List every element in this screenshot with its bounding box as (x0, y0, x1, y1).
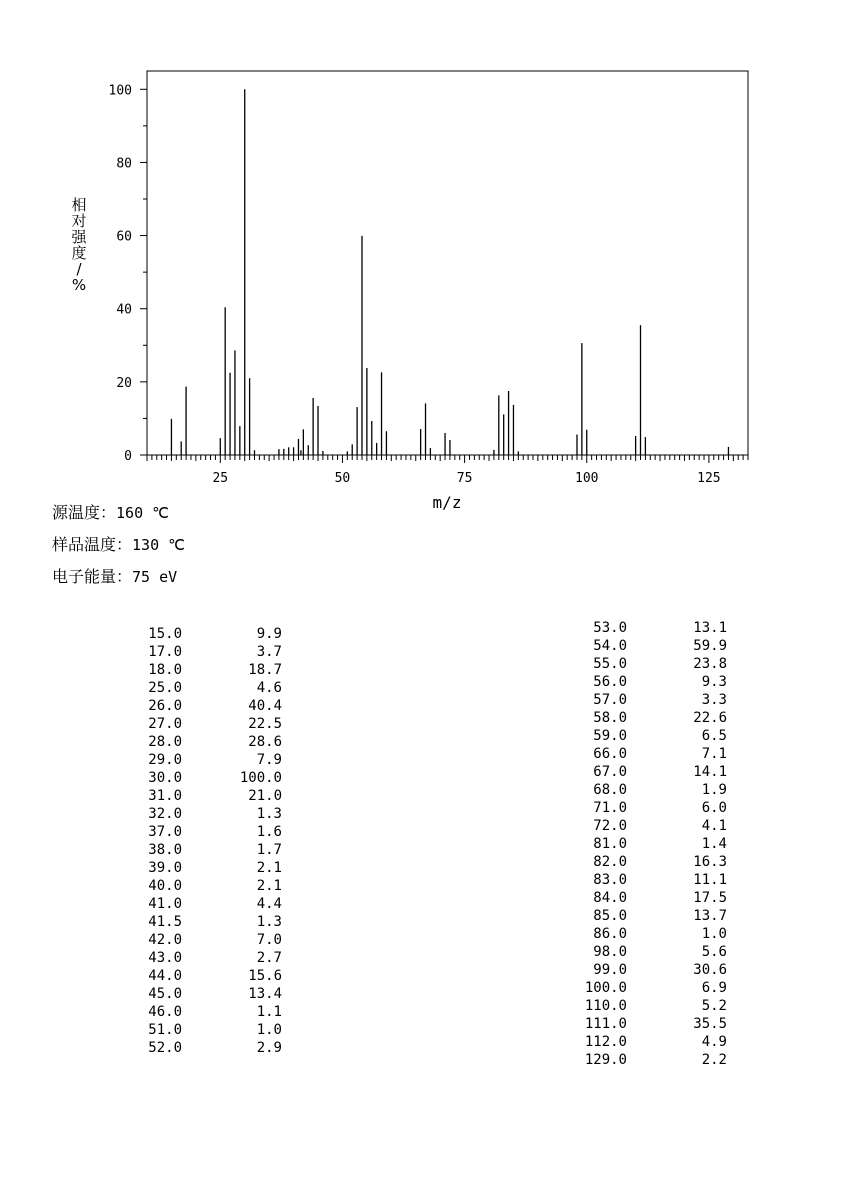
intensity-value: 18.7 (248, 662, 282, 678)
table-row (525, 979, 727, 997)
intensity-value: 7.1 (701, 746, 727, 762)
mz-value: 99.0 (593, 962, 627, 978)
condition-value: 130 ℃ (132, 536, 185, 554)
mz-value: 38.0 (148, 842, 182, 858)
mz-value: 26.0 (148, 698, 182, 714)
table-row (525, 997, 727, 1015)
table-row (80, 643, 282, 661)
intensity-value: 16.3 (693, 854, 727, 870)
table-row (80, 859, 282, 877)
y-tick-label: 40 (116, 302, 132, 318)
y-axis (109, 83, 147, 464)
table-row (525, 745, 727, 763)
intensity-value: 1.3 (256, 806, 282, 822)
intensity-value: 1.3 (256, 914, 282, 930)
mz-value: 44.0 (148, 968, 182, 984)
table-row (525, 637, 727, 655)
y-axis-label-char: 相 (71, 196, 87, 214)
intensity-value: 2.9 (256, 1040, 282, 1056)
table-row (80, 985, 282, 1003)
table-row (525, 763, 727, 781)
table-row (80, 1039, 282, 1057)
intensity-value: 21.0 (248, 788, 282, 804)
intensity-value: 15.6 (248, 968, 282, 984)
table-row (80, 805, 282, 823)
intensity-value: 3.7 (256, 644, 282, 660)
mz-value: 51.0 (148, 1022, 182, 1038)
table-row (80, 841, 282, 859)
table-row (80, 769, 282, 787)
intensity-value: 1.6 (256, 824, 282, 840)
mz-value: 54.0 (593, 638, 627, 654)
table-row (525, 961, 727, 979)
table-row (525, 943, 727, 961)
mz-value: 85.0 (593, 908, 627, 924)
mz-value: 129.0 (584, 1052, 627, 1068)
intensity-value: 1.4 (701, 836, 727, 852)
x-tick-label: 100 (575, 471, 599, 486)
table-row (525, 835, 727, 853)
intensity-value: 6.9 (701, 980, 727, 996)
intensity-value: 17.5 (693, 890, 727, 906)
table-row (525, 889, 727, 907)
intensity-value: 14.1 (693, 764, 727, 780)
intensity-value: 2.2 (701, 1052, 727, 1068)
electron-energy (52, 564, 177, 587)
intensity-value: 7.9 (256, 752, 282, 768)
table-row (80, 661, 282, 679)
table-row (525, 709, 727, 727)
peak-table-left (80, 625, 282, 1057)
table-row (80, 733, 282, 751)
table-row (525, 691, 727, 709)
intensity-value: 1.0 (701, 926, 727, 942)
intensity-value: 7.0 (256, 932, 282, 948)
table-row (80, 679, 282, 697)
intensity-value: 4.9 (701, 1034, 727, 1050)
mz-value: 32.0 (148, 806, 182, 822)
y-tick-label: 100 (108, 83, 132, 99)
y-tick-label: 20 (116, 375, 132, 391)
mz-value: 46.0 (148, 1004, 182, 1020)
source-temperature (52, 500, 169, 523)
mz-value: 29.0 (148, 752, 182, 768)
mz-value: 53.0 (593, 620, 627, 636)
mz-value: 82.0 (593, 854, 627, 870)
intensity-value: 13.7 (693, 908, 727, 924)
table-row (525, 799, 727, 817)
mz-value: 56.0 (593, 674, 627, 690)
table-row (525, 727, 727, 745)
mz-value: 112.0 (584, 1034, 627, 1050)
mz-value: 45.0 (148, 986, 182, 1002)
intensity-value: 6.0 (701, 800, 727, 816)
y-axis-label-char: 对 (71, 212, 87, 230)
mz-value: 71.0 (593, 800, 627, 816)
x-tick-label: 25 (212, 471, 229, 486)
table-row (80, 751, 282, 769)
x-axis (147, 455, 748, 486)
table-row (80, 715, 282, 733)
intensity-value: 11.1 (693, 872, 727, 888)
table-row (80, 1003, 282, 1021)
mz-value: 72.0 (593, 818, 627, 834)
mz-value: 83.0 (593, 872, 627, 888)
intensity-value: 1.0 (256, 1022, 282, 1038)
mz-value: 41.5 (148, 914, 182, 930)
x-tick-label: 50 (334, 471, 351, 486)
mz-value: 100.0 (584, 980, 627, 996)
intensity-value: 1.9 (701, 782, 727, 798)
intensity-value: 40.4 (248, 698, 282, 714)
mz-value: 52.0 (148, 1040, 182, 1056)
table-row (525, 817, 727, 835)
peak-table-right (525, 619, 727, 1069)
mz-value: 58.0 (593, 710, 627, 726)
mass-spectrum-chart (0, 0, 850, 520)
condition-label: 样品温度： (52, 535, 133, 554)
mz-value: 15.0 (148, 626, 182, 642)
mz-value: 30.0 (148, 770, 182, 786)
intensity-value: 59.9 (693, 638, 727, 654)
table-row (80, 877, 282, 895)
intensity-value: 35.5 (693, 1016, 727, 1032)
intensity-value: 100.0 (239, 770, 282, 786)
mz-value: 57.0 (593, 692, 627, 708)
mz-value: 67.0 (593, 764, 627, 780)
mz-value: 68.0 (593, 782, 627, 798)
y-tick-label: 80 (116, 156, 132, 172)
intensity-value: 13.1 (693, 620, 727, 636)
intensity-value: 22.5 (248, 716, 282, 732)
y-axis-label-char: 强 (71, 228, 87, 246)
condition-label: 电子能量： (52, 567, 133, 586)
mz-value: 31.0 (148, 788, 182, 804)
table-row (525, 925, 727, 943)
mz-value: 55.0 (593, 656, 627, 672)
mz-value: 43.0 (148, 950, 182, 966)
mz-value: 28.0 (148, 734, 182, 750)
table-row (80, 823, 282, 841)
table-row (80, 931, 282, 949)
intensity-value: 22.6 (693, 710, 727, 726)
table-row (525, 907, 727, 925)
table-row (80, 787, 282, 805)
table-row (525, 853, 727, 871)
table-row (525, 1033, 727, 1051)
mz-value: 39.0 (148, 860, 182, 876)
table-row (80, 1021, 282, 1039)
intensity-value: 9.9 (256, 626, 282, 642)
intensity-value: 2.7 (256, 950, 282, 966)
mz-value: 111.0 (584, 1016, 627, 1032)
mz-value: 110.0 (584, 998, 627, 1014)
intensity-value: 13.4 (248, 986, 282, 1002)
table-row (80, 967, 282, 985)
y-axis-label-char: / (76, 260, 82, 278)
y-tick-label: 60 (116, 229, 132, 245)
plot-frame (147, 71, 748, 455)
intensity-value: 28.6 (248, 734, 282, 750)
intensity-value: 3.3 (701, 692, 727, 708)
table-row (80, 895, 282, 913)
intensity-value: 1.7 (256, 842, 282, 858)
y-axis-label-char: 度 (71, 244, 87, 262)
condition-value: 75 eV (132, 568, 178, 586)
x-tick-label: 75 (456, 471, 473, 486)
intensity-value: 23.8 (693, 656, 727, 672)
mz-value: 84.0 (593, 890, 627, 906)
mz-value: 42.0 (148, 932, 182, 948)
intensity-value: 4.1 (701, 818, 727, 834)
x-tick-label: 125 (697, 471, 721, 486)
table-row (525, 1015, 727, 1033)
table-row (525, 619, 727, 637)
table-row (80, 697, 282, 715)
table-row (80, 625, 282, 643)
x-axis-label: m/z (432, 493, 462, 512)
table-row (525, 655, 727, 673)
table-row (525, 871, 727, 889)
intensity-value: 5.2 (701, 998, 727, 1014)
peak-bars (171, 89, 728, 455)
table-row (525, 781, 727, 799)
mz-value: 25.0 (148, 680, 182, 696)
y-tick-label: 0 (124, 449, 132, 464)
mz-value: 41.0 (148, 896, 182, 912)
intensity-value: 4.4 (256, 896, 282, 912)
table-row (525, 1051, 727, 1069)
intensity-value: 2.1 (256, 878, 282, 894)
condition-label: 源温度： (52, 503, 117, 522)
table-row (80, 949, 282, 967)
y-axis-label-char: % (71, 276, 87, 294)
mz-value: 18.0 (148, 662, 182, 678)
intensity-value: 30.6 (693, 962, 727, 978)
intensity-value: 2.1 (256, 860, 282, 876)
sample-temperature (52, 532, 185, 555)
mz-value: 27.0 (148, 716, 182, 732)
y-axis-label (71, 196, 87, 294)
table-row (80, 913, 282, 931)
intensity-value: 1.1 (256, 1004, 282, 1020)
mz-value: 86.0 (593, 926, 627, 942)
mz-value: 17.0 (148, 644, 182, 660)
mz-value: 40.0 (148, 878, 182, 894)
mz-value: 59.0 (593, 728, 627, 744)
mz-value: 66.0 (593, 746, 627, 762)
intensity-value: 5.6 (701, 944, 727, 960)
condition-value: 160 ℃ (116, 504, 169, 522)
intensity-value: 4.6 (256, 680, 282, 696)
intensity-value: 9.3 (701, 674, 727, 690)
mz-value: 98.0 (593, 944, 627, 960)
mz-value: 37.0 (148, 824, 182, 840)
mz-value: 81.0 (593, 836, 627, 852)
table-row (525, 673, 727, 691)
intensity-value: 6.5 (701, 728, 727, 744)
